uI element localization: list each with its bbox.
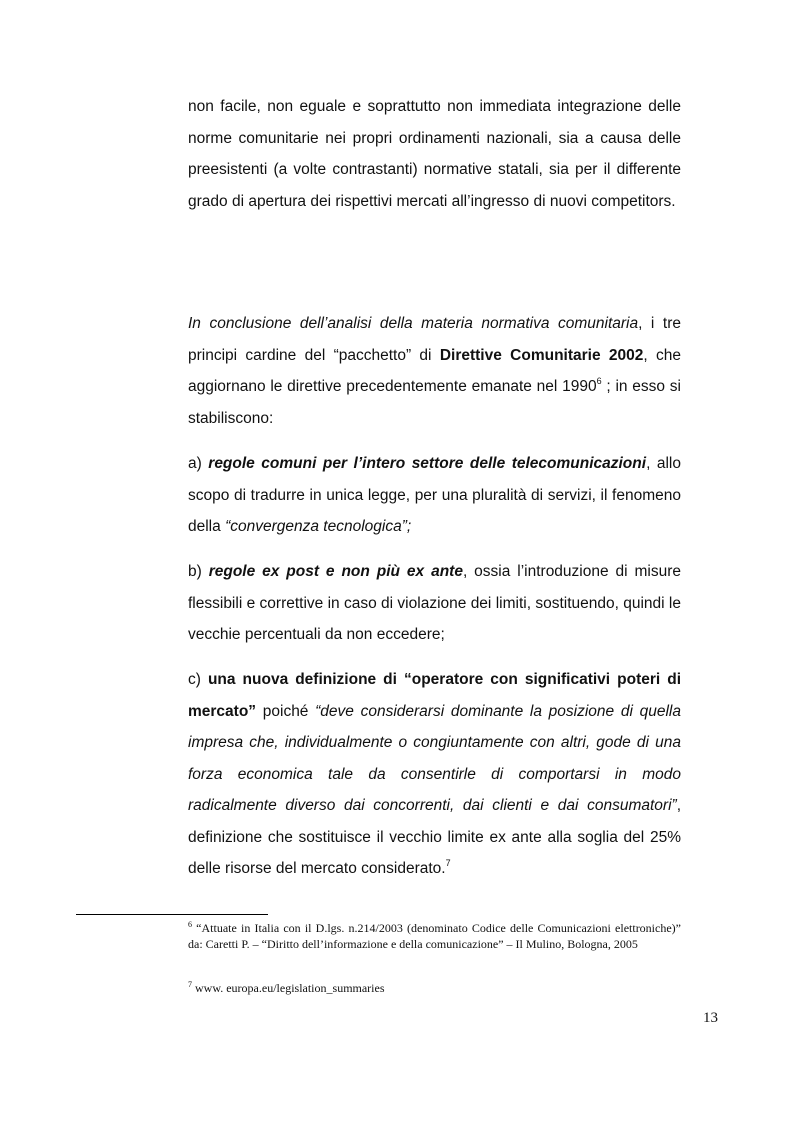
paragraph-text: non facile, non eguale e soprattutto non immediata integrazione delle norme comunitarie nei propri ordinamenti nazionali, sia a causa delle preesistenti (a volte contrastanti) normative statali, sia per il differente grado di apertura dei rispettivi mercati all’ingresso di nuovi competitors. <box>188 98 681 210</box>
directive-title: Direttive Comunitarie 2002 <box>439 346 644 364</box>
footnote-ref-7[interactable]: 7 <box>445 858 451 868</box>
item-c-quote: “deve considerarsi dominante la posizione di quella impresa che, individualmente o congiuntamente con altri, gode di una forza economica tale da consentirle di comportarsi in modo radicalmente diverso dai concorrenti, dai clienti e dai consumatori” <box>188 702 681 814</box>
item-b-text: , ossia l’introduzione di misure flessibili e correttive in caso di violazione dei limiti, sostituendo, quindi le vecchie percentuali da non eccedere; <box>188 563 682 643</box>
conclusion-italic-intro: In conclusione dell’analisi della materia normativa comunitaria <box>188 315 639 332</box>
item-a-italic-end: “convergenza tecnologica”; <box>225 518 412 535</box>
item-a-heading: regole comuni per l’intero settore delle telecomunicazioni <box>208 455 647 472</box>
item-a-text: , allo scopo di tradurre in unica legge, per una pluralità di servizi, il fenomeno della <box>188 455 681 535</box>
item-a-marker: a) <box>188 455 209 472</box>
footnote-text: “Attuate in Italia con il D.lgs. n.214/2003 (denominato Codice delle Comunicazioni elettroniche)” da: Caretti P. – “Diritto dell’informazione e della comunicazione” – Il Mulino, Bologna, 2005 <box>188 921 681 951</box>
item-c-marker: c) <box>188 671 208 688</box>
item-b-marker: b) <box>188 563 209 580</box>
paragraph-integration <box>188 91 681 217</box>
footnote-6 <box>188 920 681 952</box>
footnote-number: 7 <box>188 980 192 989</box>
paragraph-conclusion <box>188 308 681 434</box>
footnote-ref-6[interactable]: 6 <box>596 376 602 386</box>
item-b-heading: regole ex post e non più ex ante <box>208 563 463 580</box>
conclusion-text-b: , che aggiornano le direttive precedentemente emanate nel 1990 <box>188 346 682 395</box>
list-item-a <box>188 448 681 543</box>
footnote-7 <box>188 980 681 996</box>
item-c-text-b: , definizione che sostituisce il vecchio limite ex ante alla soglia del 25% delle risorse del mercato considerato. <box>188 797 681 877</box>
conclusion-text-a: , i tre principi cardine del “pacchetto” di <box>188 315 681 364</box>
footnote-text: www. europa.eu/legislation_summaries <box>192 981 385 995</box>
list-item-c <box>188 664 681 885</box>
footnote-number: 6 <box>188 920 192 929</box>
page-number: 13 <box>703 1010 718 1026</box>
item-c-heading: una nuova definizione di “operatore con significativi poteri di mercato” <box>188 671 682 720</box>
item-c-text-a: poiché <box>256 702 316 720</box>
list-item-b <box>188 556 681 651</box>
conclusion-text-c: ; in esso si stabiliscono: <box>188 378 682 427</box>
footnote-divider <box>76 914 268 915</box>
